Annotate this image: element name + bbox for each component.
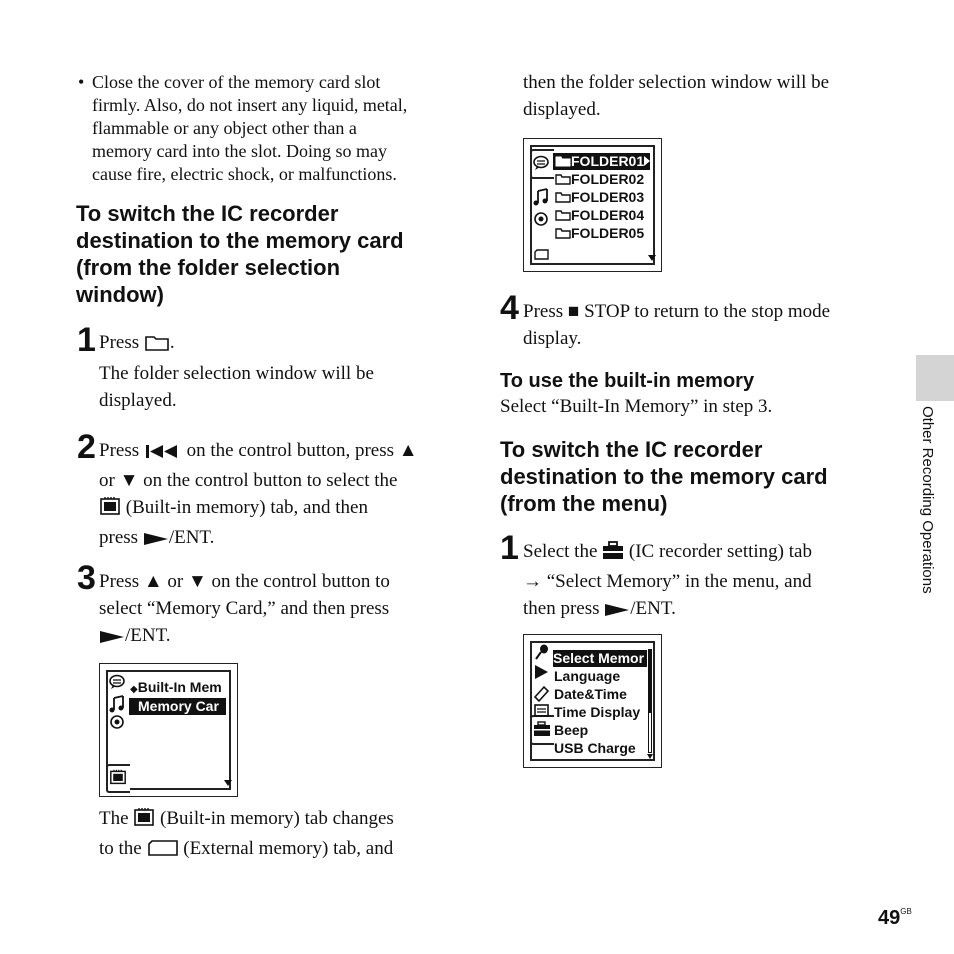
section-tab-marker	[916, 355, 954, 401]
lcd-row: FOLDER03	[571, 189, 645, 205]
lcd-row-selected: Memory Car	[129, 698, 226, 715]
lcd-screen-memory-select	[99, 663, 238, 797]
scroll-down-icon	[224, 780, 232, 786]
scroll-down-icon	[647, 754, 653, 759]
step-4-text: Press ■ STOP to return to the stop mode display.	[523, 301, 831, 349]
lcd-row: USB Charge	[554, 740, 636, 756]
scrollbar-thumb	[648, 649, 652, 713]
step-number: 3	[77, 559, 96, 597]
lcd-tab-icons	[108, 674, 128, 730]
folder-icon	[144, 332, 170, 359]
lcd-row: FOLDER04	[571, 207, 645, 223]
built-in-memory-icon	[133, 807, 155, 835]
step-number: 2	[77, 428, 96, 466]
lcd-row: FOLDER05	[571, 225, 645, 241]
scroll-down-icon	[648, 255, 656, 261]
section-heading-menu: To switch the IC recorder destination to the memory card (from the menu)	[500, 437, 828, 516]
lcd-row-selected: Select Memor	[553, 650, 647, 667]
step-1-menu-text: Select the (IC recorder setting) tab → “Select Memory” in the menu, and then press /ENT.	[523, 538, 883, 625]
lcd-row: Time Display	[554, 704, 641, 720]
side-section-label: Other Recording Operations	[919, 406, 936, 594]
built-in-memory-icon	[109, 769, 127, 785]
folder-icon	[555, 154, 571, 167]
play-enter-icon	[604, 598, 630, 625]
page-number: $49^{GB}$	[878, 907, 912, 929]
lcd-tab-selected	[530, 149, 554, 179]
play-enter-icon	[143, 527, 169, 554]
built-in-memory-icon	[99, 496, 121, 524]
step-3-text: Press ▲ or ▼ on the control button to select “Memory Card,” and then press /ENT.	[99, 568, 459, 652]
step-1-result: The folder selection window will be displayed.	[99, 363, 374, 411]
step-2-text: Press on the control button, press ▲ or ▼ on the control button to select the (Built-in memory) tab, and then press /ENT.	[99, 437, 459, 554]
lcd-row: ◆Built-In Mem	[130, 679, 222, 695]
lcd-row: FOLDER02	[571, 171, 645, 187]
bullet-text: Close the cover of the memory card slot firmly. Also, do not insert any liquid, metal, flammable or any object other than a memory card into the slot. Doing so may cause fire, electric shock, or malfunctions.	[92, 72, 408, 184]
lcd-tab-icons	[532, 643, 552, 743]
lcd-row: Date&Time	[554, 686, 627, 702]
folder-icons	[555, 172, 571, 242]
lcd-screen-menu	[523, 634, 662, 768]
tab-change-text: The (Built-in memory) tab changes to the (External memory) tab, and	[99, 805, 459, 865]
lcd-row: Language	[554, 668, 621, 684]
lcd-row-selected: FOLDER01	[553, 153, 650, 170]
external-memory-icon	[147, 838, 179, 865]
section-heading-folder: To switch the IC recorder destination to the memory card (from the folder selection window)	[76, 201, 404, 307]
step-number: 4	[500, 289, 519, 327]
chevron-right-icon	[644, 156, 650, 166]
lcd-row: Beep	[554, 722, 589, 738]
step-number: 1	[77, 321, 96, 359]
builtin-heading: To use the built-in memory	[500, 370, 755, 392]
continued-text: then the folder selection window will be displayed.	[523, 72, 830, 120]
lcd-screen-folder-select	[523, 138, 662, 272]
step-1-text: Press .	[99, 329, 175, 359]
play-enter-icon	[99, 625, 125, 652]
previous-track-icon	[144, 440, 182, 467]
bullet-marker: •	[78, 72, 85, 92]
toolbox-icon	[602, 540, 624, 568]
builtin-text: Select “Built-In Memory” in step 3.	[500, 396, 773, 417]
step-number: 1	[500, 529, 519, 567]
